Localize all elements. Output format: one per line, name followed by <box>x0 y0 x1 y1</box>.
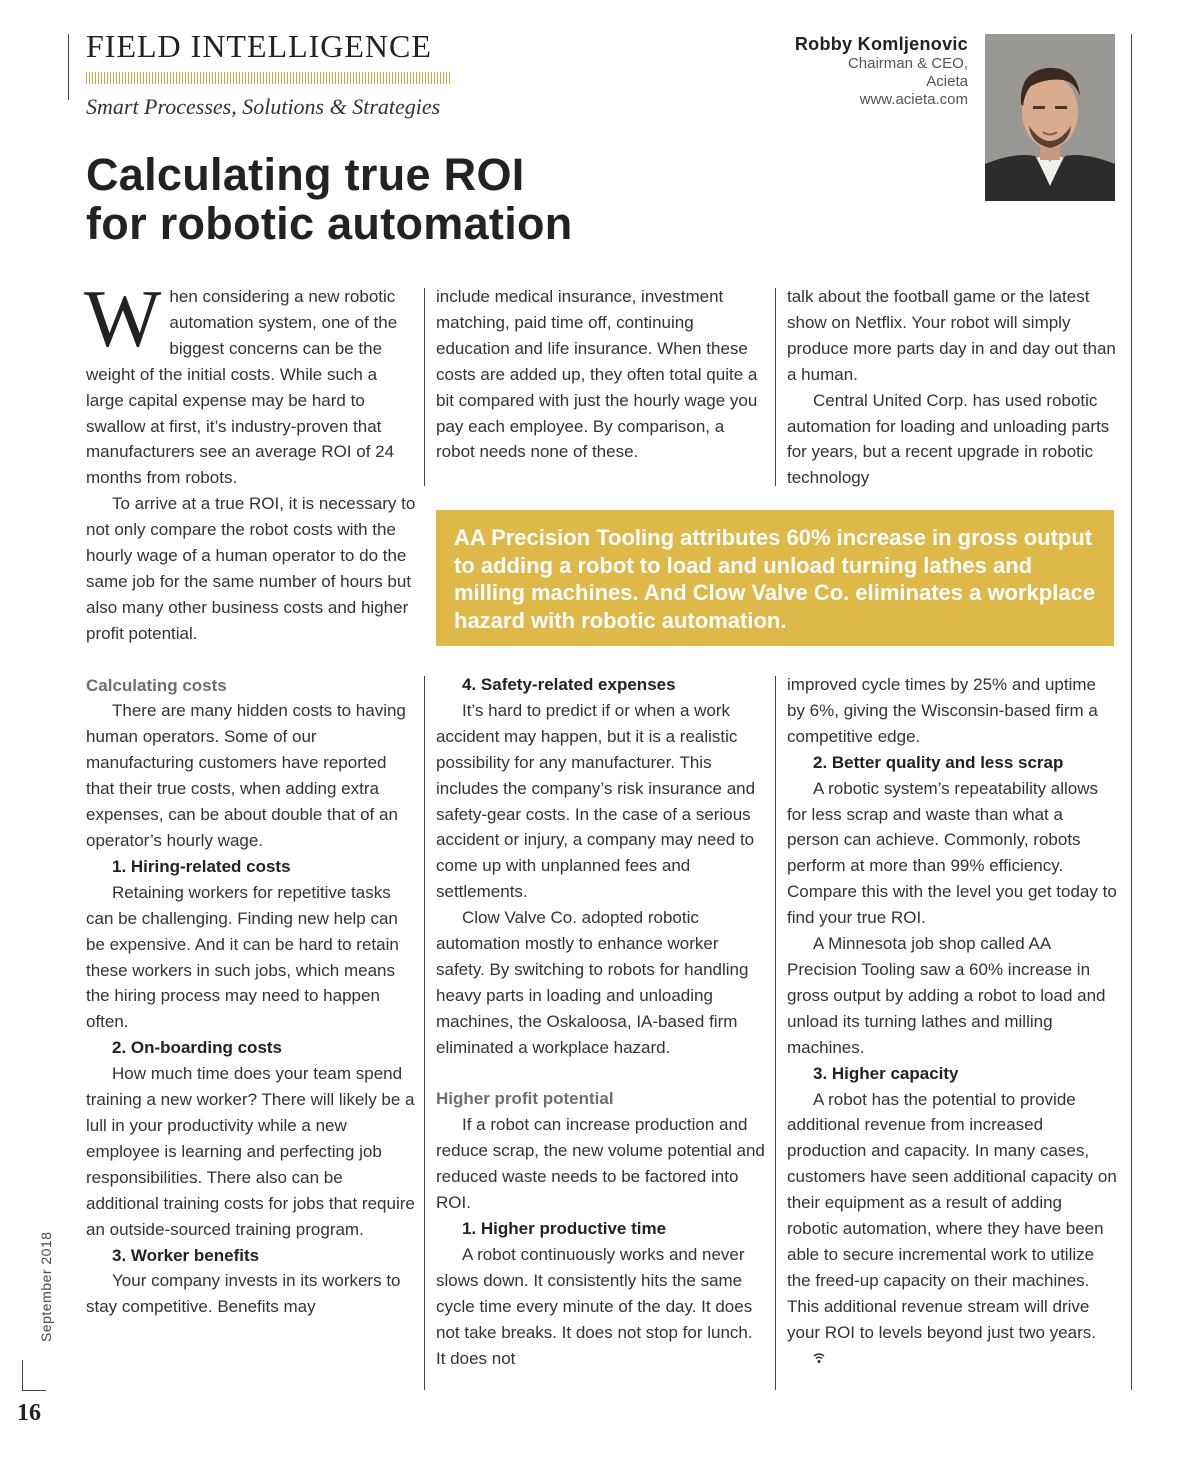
author-website[interactable]: www.acieta.com <box>859 91 968 108</box>
subheading: 3. Worker benefits <box>112 1245 260 1265</box>
paragraph: Retaining workers for repetitive tasks can be challenging. Finding new help can be expensive. And it can be hard to retain these workers in such jobs, which means the hiring process may need to happen often. <box>86 882 399 1032</box>
author-portrait-illustration <box>985 34 1115 201</box>
intro-text: hen considering a new robotic automation system, one of the biggest concerns can be the weight of the initial costs. While such a large capital expense may be hard to swallow at first, it’s industry-proven that manufacturers see an average ROI of 24 months from robots. <box>86 287 398 488</box>
author-photo <box>985 34 1115 201</box>
paragraph: How much time does your team spend training a new worker? There will likely be a lull in your productivity while a new employee is learning and perfecting job responsibilities. There also can be additional training costs for jobs that require an outside-sourced training program. <box>86 1064 415 1239</box>
article-column-3-bottom <box>787 672 1117 1372</box>
gold-hatch-divider <box>86 72 450 84</box>
left-margin-rule <box>68 34 69 100</box>
headline-line-2: for robotic automation <box>86 198 573 249</box>
column-rule-1-top <box>424 288 425 486</box>
pull-quote: AA Precision Tooling attributes 60% increase in gross output to adding a robot to load and unload turning lathes and milling machines. And Clow Valve Co. eliminates a workplace hazard with robotic automation. <box>436 510 1114 646</box>
article-column-2-bottom <box>436 672 766 1371</box>
closing-text: A robot has the potential to provide additional revenue from increased production and capacity. In many cases, customers have seen additional capacity on their equipment as a result of adding robotic automation, where they have been able to secure incremental work to utilize the freed-up capacity on their machines. This additional revenue stream will drive your ROI to levels beyond just two years. <box>787 1089 1117 1342</box>
paragraph: Central United Corp. has used robotic automation for loading and unloading parts for years, but a recent upgrade in robotic technology <box>787 390 1110 488</box>
column-rule-2-top <box>775 288 776 486</box>
subheading: 2. Better quality and less scrap <box>813 752 1064 772</box>
subheading: 1. Hiring-related costs <box>112 856 291 876</box>
paragraph: A robotic system’s repeatability allows for less scrap and waste than what a person can achieve. Commonly, robots perform at more than 99% efficiency. Compare this with the level you get today to find your true ROI. <box>787 778 1117 928</box>
headline-line-1: Calculating true ROI <box>86 149 525 200</box>
column-rule-2-bottom <box>775 676 776 1390</box>
paragraph: A robot continuously works and never slows down. It consistently hits the same cycle time every minute of the day. It does not take breaks. It does not stop for lunch. It does not <box>436 1244 753 1368</box>
subheading: 2. On-boarding costs <box>112 1038 283 1058</box>
author-block <box>795 33 968 109</box>
column-rule-1-bottom <box>424 676 425 1390</box>
subheading: 4. Safety-related expenses <box>462 675 676 694</box>
paragraph: It’s hard to predict if or when a work accident may happen, but it is a realistic possibility for any manufacturer. This includes the company’s risk insurance and safety-gear costs. In the case of a serious accident or injury, a company may need to come up with unplanned fees and settlements. <box>436 700 756 902</box>
footer-tick <box>22 1390 46 1391</box>
paragraph: A Minnesota job shop called AA Precision Tooling saw a 60% increase in gross output by adding a robot to load and unload its turning lathes and milling machines. <box>787 934 1106 1057</box>
section-heading: Calculating costs <box>86 675 227 695</box>
paragraph: If a robot can increase production and reduce scrap, the new volume potential and reduced waste needs to be factored into ROI. <box>436 1115 765 1213</box>
paragraph: talk about the football game or the latest show on Netflix. Your robot will simply produce more parts day in and day out than a human. <box>787 287 1116 384</box>
author-name: Robby Komljenovic <box>794 34 968 54</box>
end-mark-icon <box>787 1347 825 1373</box>
drop-cap: W <box>84 273 162 364</box>
paragraph <box>84 273 416 491</box>
section-label: FIELD INTELLIGENCE <box>86 28 432 64</box>
issue-date: September 2018 <box>38 1231 54 1342</box>
page-number: 16 <box>17 1400 41 1426</box>
paragraph: improved cycle times by 25% and uptime by 6%, giving the Wisconsin-based firm a competitive edge. <box>787 675 1098 746</box>
footer-rule <box>22 1360 23 1390</box>
paragraph: include medical insurance, investment matching, paid time off, continuing education and life insurance. When these costs are added up, they often total quite a bit compared with just the hourly wage you pay each employee. By comparison, a robot needs none of these. <box>436 287 758 462</box>
right-margin-rule <box>1131 34 1132 1390</box>
section-tagline: Smart Processes, Solutions & Strategies <box>86 94 441 119</box>
paragraph: Your company invests in its workers to stay competitive. Benefits may <box>86 1271 401 1317</box>
article-headline <box>86 150 573 248</box>
paragraph <box>787 1087 1117 1373</box>
article-column-3-top <box>787 284 1117 491</box>
author-company: Acieta <box>926 73 968 90</box>
paragraph: To arrive at a true ROI, it is necessary to not only compare the robot costs with the hourly wage of a human operator to do the same job for the same number of hours but also many other business costs and higher profit potential. <box>86 494 416 643</box>
subheading: 1. Higher productive time <box>462 1219 667 1239</box>
article-column-2-top <box>436 284 766 465</box>
subheading: 3. Higher capacity <box>813 1063 959 1083</box>
article-column-1 <box>84 273 416 1320</box>
paragraph: There are many hidden costs to having human operators. Some of our manufacturing customers have reported that their true costs, when adding extra expenses, can be about double that of an operator’s hourly wage. <box>86 701 406 851</box>
section-heading: Higher profit potential <box>436 1089 614 1109</box>
author-title: Chairman & CEO, <box>847 55 968 72</box>
paragraph: Clow Valve Co. adopted robotic automation mostly to enhance worker safety. By switching to robots for handling heavy parts in loading and unloading machines, the Oskaloosa, IA-based firm eliminated a workplace hazard. <box>436 908 749 1057</box>
